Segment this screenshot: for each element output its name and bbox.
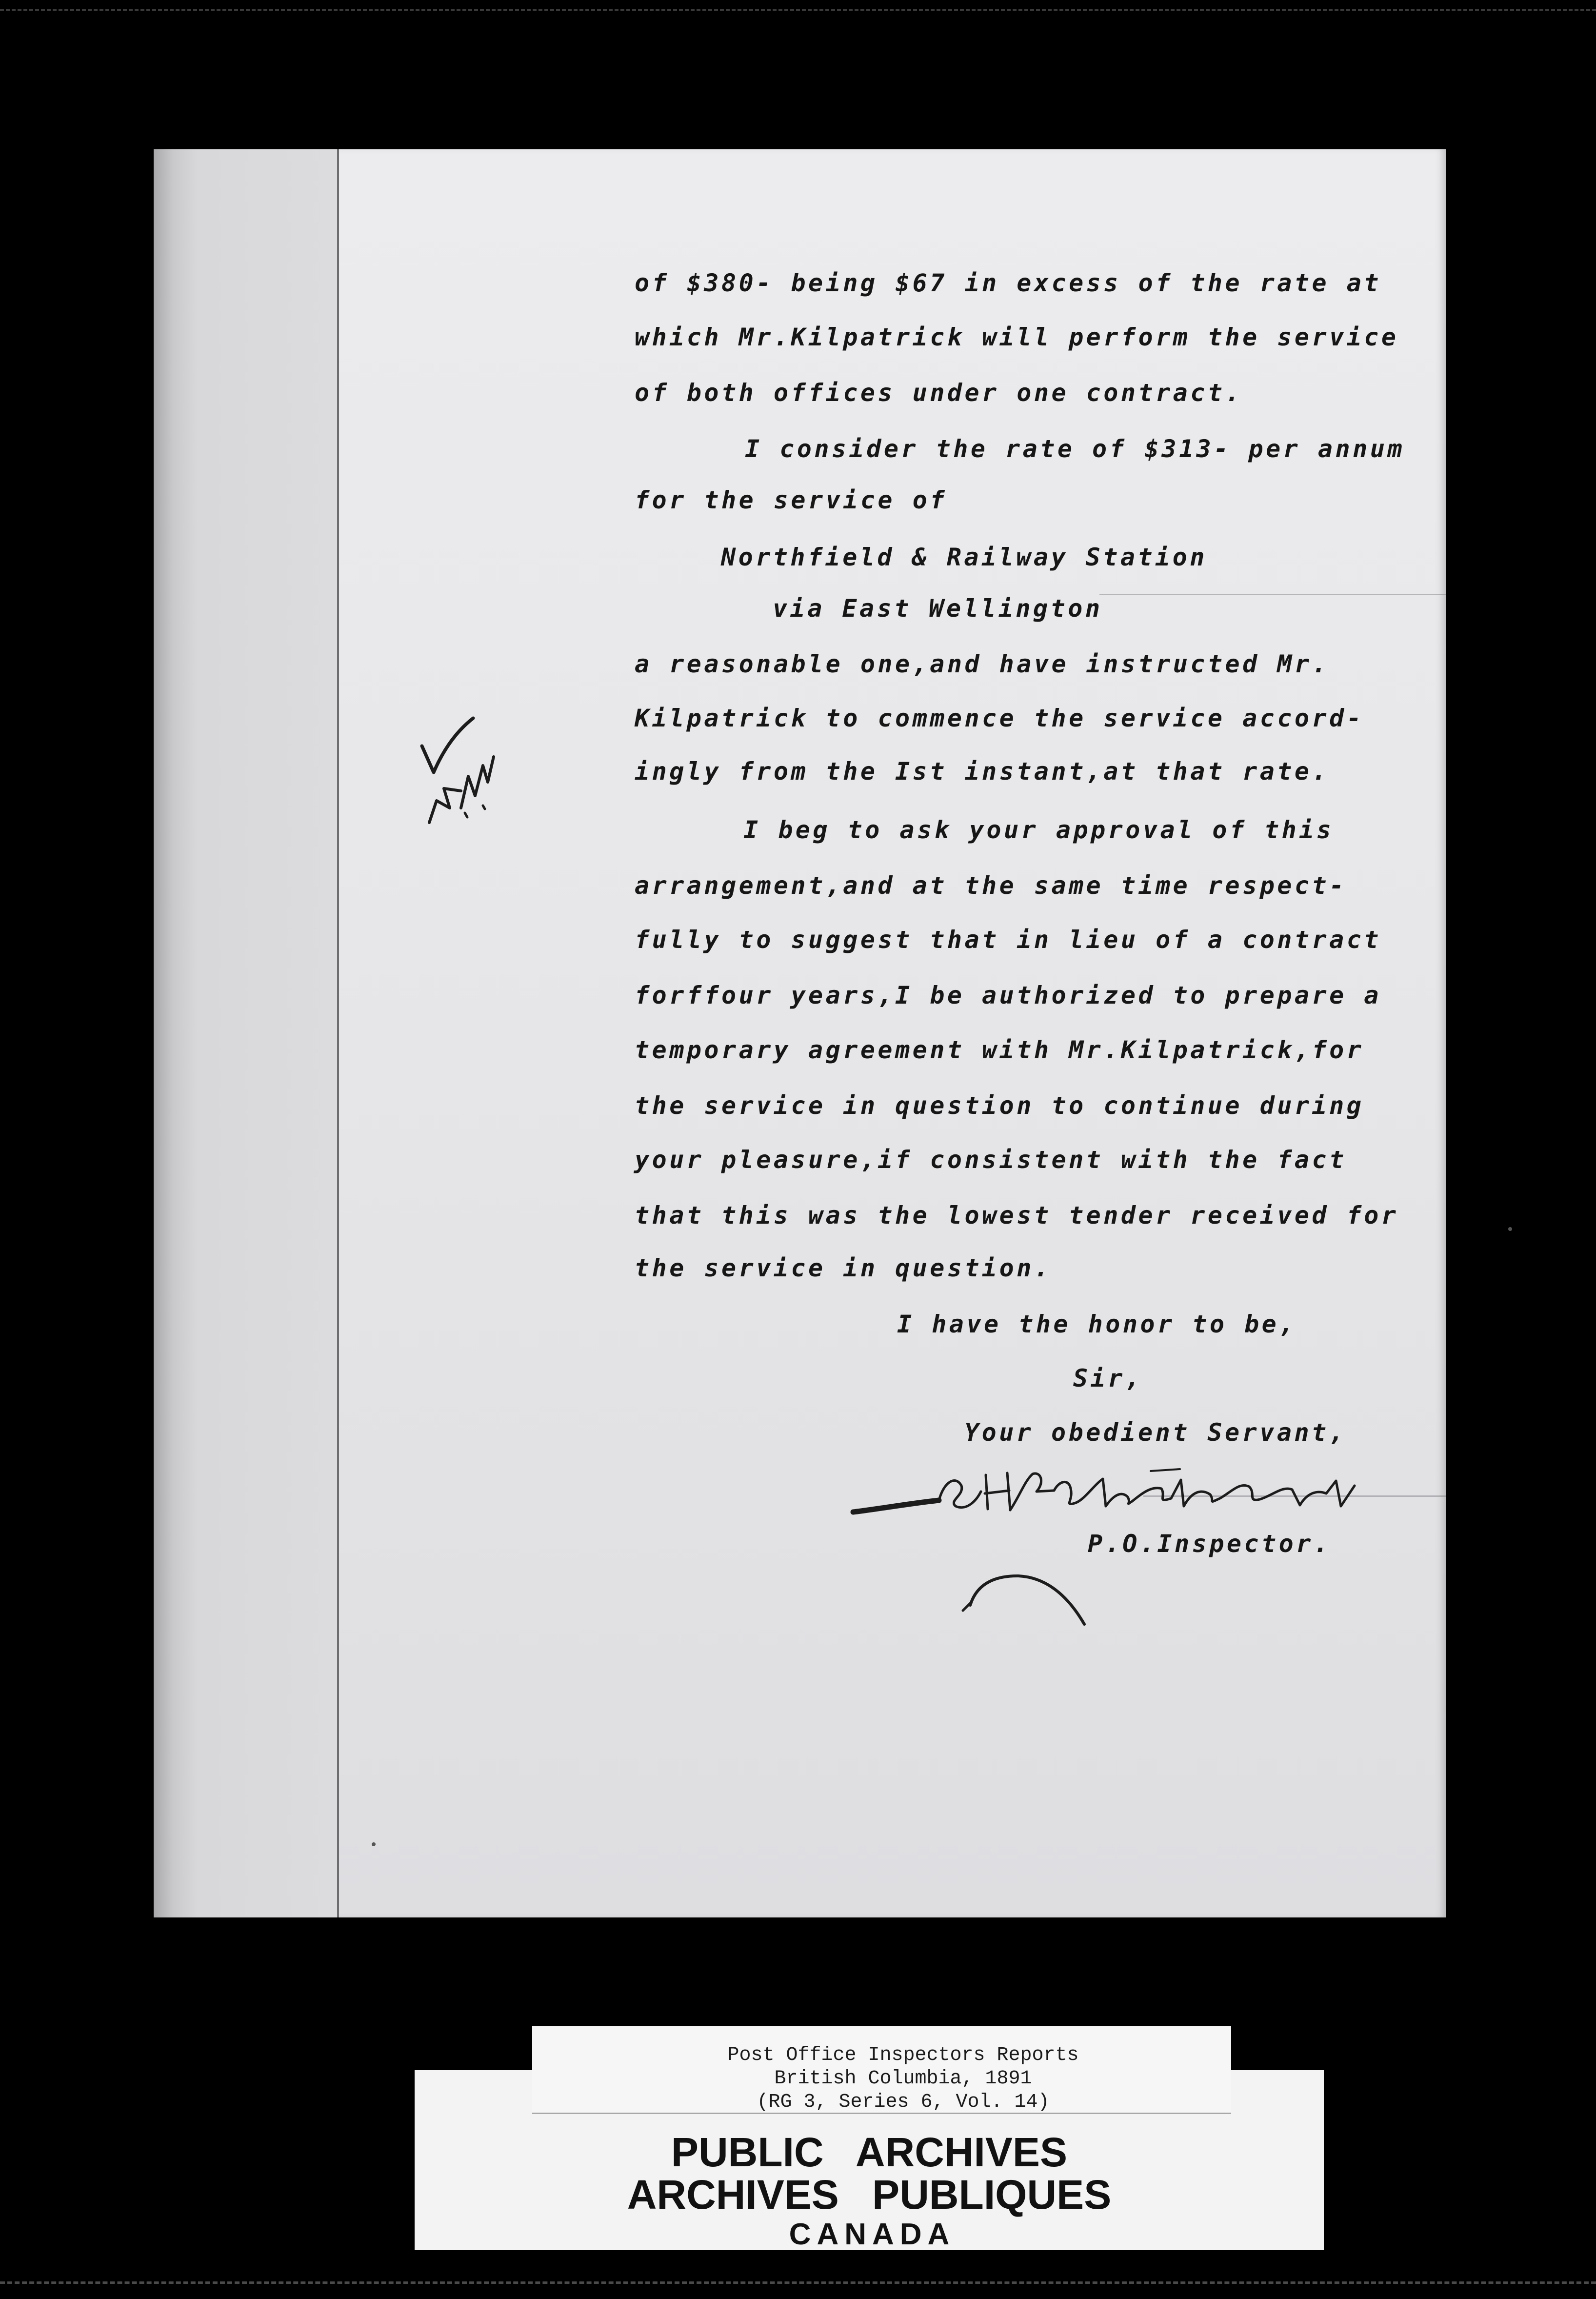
- reference-series-title: Post Office Inspectors Reports: [727, 2044, 1079, 2066]
- letter-line: which Mr.Kilpatrick will perform the service: [635, 323, 1399, 351]
- letter-line: a reasonable one,and have instructed Mr.: [635, 650, 1330, 678]
- reference-region-year: British Columbia, 1891: [774, 2068, 1032, 2090]
- film-edge-noise-bottom: [0, 2281, 1596, 2284]
- closing-salutation: I have the honor to be,: [897, 1310, 1297, 1338]
- letter-line: arrangement,and at the same time respect-: [635, 871, 1347, 900]
- handwritten-signature: [838, 1452, 1370, 1539]
- closing-address: Sir,: [1073, 1364, 1143, 1392]
- paper-crease: [1099, 594, 1446, 595]
- letter-line: forffour years,I be authorized to prepare a: [635, 981, 1381, 1009]
- archive-reference-card: [532, 2026, 1231, 2114]
- closing-valediction: Your obedient Servant,: [964, 1418, 1347, 1447]
- letter-line: of both offices under one contract.: [635, 379, 1243, 407]
- letter-line: of $380- being $67 in excess of the rate at: [635, 269, 1381, 297]
- letter-line: I beg to ask your approval of this: [743, 816, 1334, 844]
- letter-line: via East Wellington: [773, 594, 1103, 623]
- handwritten-check-mark: [415, 708, 527, 835]
- stamp-line-country: CANADA: [789, 2218, 956, 2251]
- letter-line: your pleasure,if consistent with the fact: [635, 1146, 1347, 1174]
- letter-line: temporary agreement with Mr.Kilpatrick,for: [635, 1036, 1364, 1064]
- reference-volume: (RG 3, Series 6, Vol. 14): [757, 2091, 1050, 2113]
- film-speck: [372, 1842, 376, 1846]
- letter-line: Kilpatrick to commence the service accord-: [635, 704, 1364, 732]
- film-edge-noise-top: [0, 9, 1596, 11]
- letter-line: Northfield & Railway Station: [721, 543, 1207, 571]
- letter-line: ingly from the Ist instant,at that rate.: [635, 757, 1330, 786]
- underlying-page-edge: [154, 149, 339, 1917]
- letter-line: for the service of: [635, 486, 947, 514]
- stamp-line-english: PUBLIC ARCHIVES: [671, 2129, 1067, 2175]
- letter-line: the service in question to continue during: [635, 1091, 1364, 1120]
- stamp-line-french: ARCHIVES PUBLIQUES: [627, 2172, 1112, 2218]
- letter-line: the service in question.: [635, 1254, 1052, 1282]
- letter-line: I consider the rate of $313- per annum: [745, 435, 1405, 463]
- letter-line: that this was the lowest tender received for: [635, 1201, 1399, 1230]
- letter-line: fully to suggest that in lieu of a contract: [635, 926, 1381, 954]
- signatory-title: P.O.Inspector.: [1088, 1530, 1331, 1558]
- film-speck: [1508, 1227, 1512, 1231]
- handwritten-curve-mark: [960, 1566, 1092, 1639]
